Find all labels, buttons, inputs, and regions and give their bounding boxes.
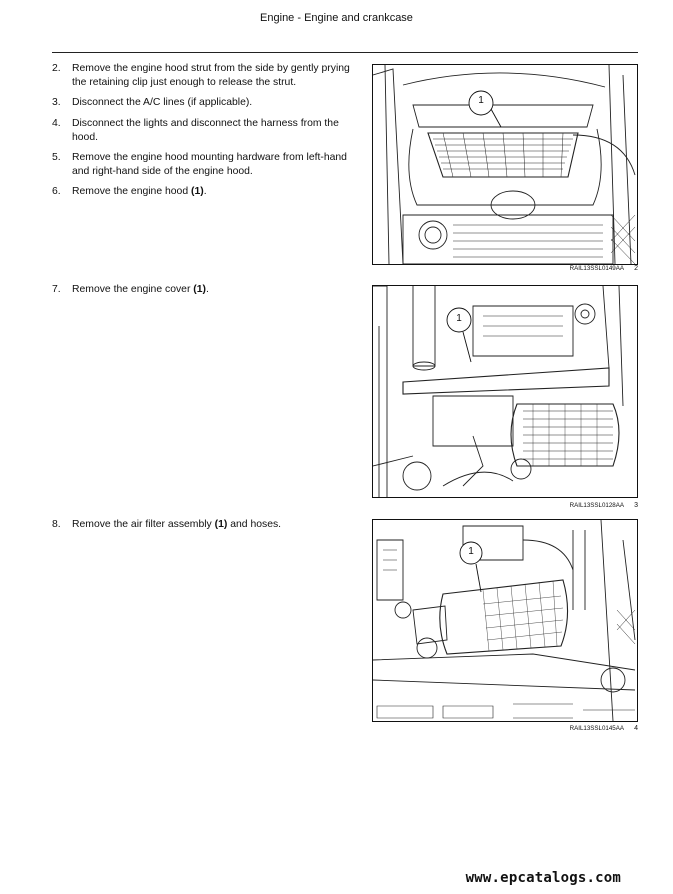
- step-4: [52, 117, 350, 144]
- part-callout: (1): [214, 519, 228, 530]
- figure-number: 2: [634, 265, 638, 272]
- step-number: 2.: [52, 63, 61, 74]
- figure-code: RAIL13SSL0149AA: [569, 265, 624, 272]
- step-number: 4.: [52, 118, 61, 129]
- figure-engine-cover: [372, 285, 638, 498]
- watermark-link[interactable]: www.epcatalogs.com: [465, 870, 621, 886]
- figure-caption: [372, 502, 638, 509]
- step-text: Disconnect the A/C lines (if applicable).: [72, 97, 253, 108]
- callout-label: 1: [456, 313, 462, 324]
- step-7: [52, 283, 350, 297]
- callout-label: 1: [478, 95, 484, 106]
- step-text: Remove the engine cover (1).: [72, 284, 209, 295]
- part-callout: (1): [191, 186, 204, 197]
- step-text: Remove the air filter assembly (1) and hoses.: [72, 519, 282, 530]
- figure-caption: [372, 265, 638, 272]
- step-3: [52, 96, 350, 110]
- figure-air-filter: [372, 519, 638, 722]
- step-2: [52, 62, 350, 89]
- part-callout: (1): [193, 284, 206, 295]
- step-number: 6.: [52, 186, 61, 197]
- figure-number: 3: [634, 502, 638, 509]
- page-header: Engine - Engine and crankcase: [260, 12, 413, 24]
- step-6: [52, 185, 350, 199]
- step-number: 8.: [52, 519, 61, 530]
- step-text: Remove the engine hood mounting hardware from left-hand and right-hand side of the engine hood.: [72, 152, 347, 177]
- figure-caption: [372, 725, 638, 732]
- step-text: Remove the engine hood strut from the side by gently prying the retaining clip just enough to release the strut.: [72, 63, 350, 88]
- step-text: Disconnect the lights and disconnect the harness from the hood.: [72, 118, 339, 143]
- figure-code: RAIL13SSL0145AA: [569, 725, 624, 732]
- header-rule: [52, 52, 638, 53]
- step-number: 7.: [52, 284, 61, 295]
- step-text: Remove the engine hood (1).: [72, 186, 207, 197]
- engine-cover-illustration: [373, 286, 637, 497]
- air-filter-illustration: [373, 520, 637, 721]
- figure-number: 4: [634, 725, 638, 732]
- figure-engine-hood: [372, 64, 638, 265]
- step-number: 5.: [52, 152, 61, 163]
- engine-hood-illustration: [373, 65, 637, 264]
- step-5: [52, 151, 350, 178]
- step-8: [52, 518, 350, 532]
- figure-code: RAIL13SSL0128AA: [569, 502, 624, 509]
- step-number: 3.: [52, 97, 61, 108]
- callout-label: 1: [468, 546, 474, 557]
